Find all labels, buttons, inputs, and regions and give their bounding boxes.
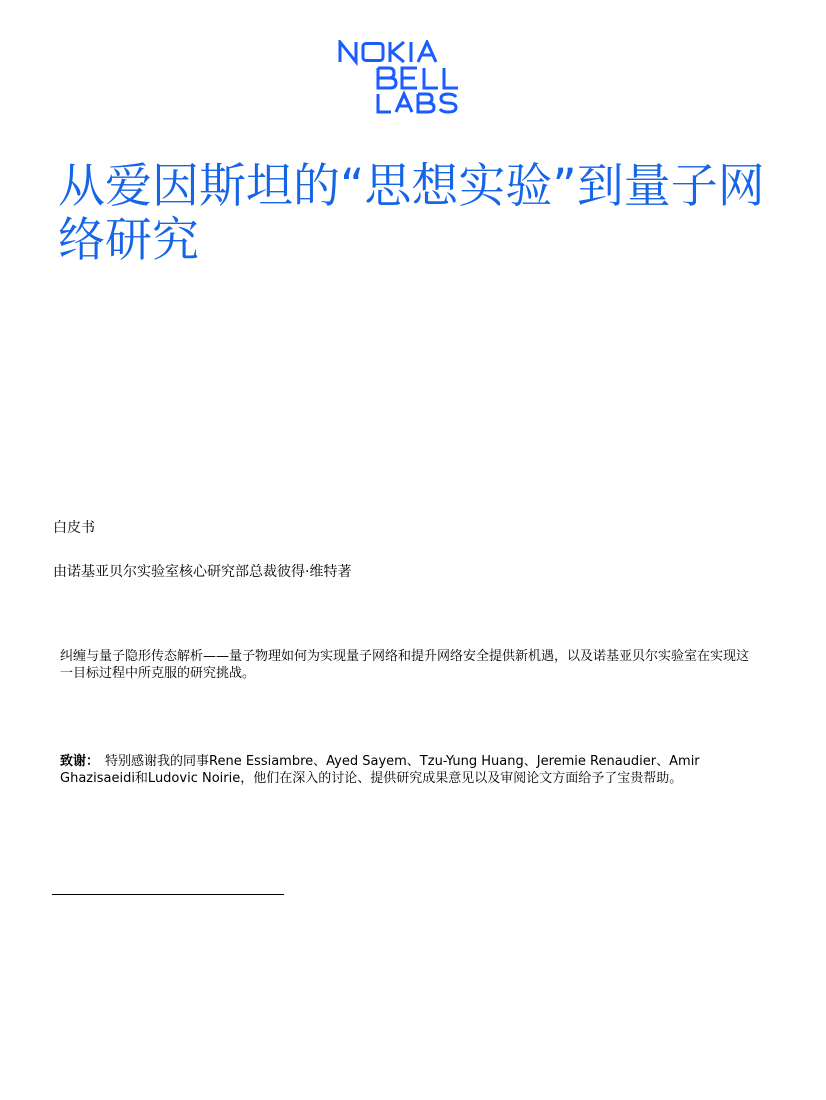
footnote-divider — [52, 894, 284, 895]
abstract-text: 纠缠与量子隐形传态解析——量子物理如何为实现量子网络和提升网络安全提供新机遇，以及诺基亚贝尔实验室在实现这一目标过程中所克服的研究挑战。 — [60, 649, 750, 681]
acknowledgement-text: 特别感谢我的同事Rene Essiambre、Ayed Sayem、Tzu-Yung Huang、Jeremie Renaudier、Amir Ghazisaeidi和Ludovic Noirie，他们在深入的讨论、提供研究成果意见以及审阅论文方面给予了宝贵帮助。 — [60, 754, 700, 786]
document-type: 白皮书 — [53, 520, 95, 536]
acknowledgement — [60, 753, 770, 787]
author-line: 由诺基亚贝尔实验室核心研究部总裁彼得·维特著 — [53, 564, 352, 580]
page-title: 从爱因斯坦的“思想实验”到量子网络研究 — [58, 159, 765, 268]
acknowledgement-label: 致谢： — [60, 754, 100, 769]
nokia-bell-labs-logo — [338, 40, 490, 114]
